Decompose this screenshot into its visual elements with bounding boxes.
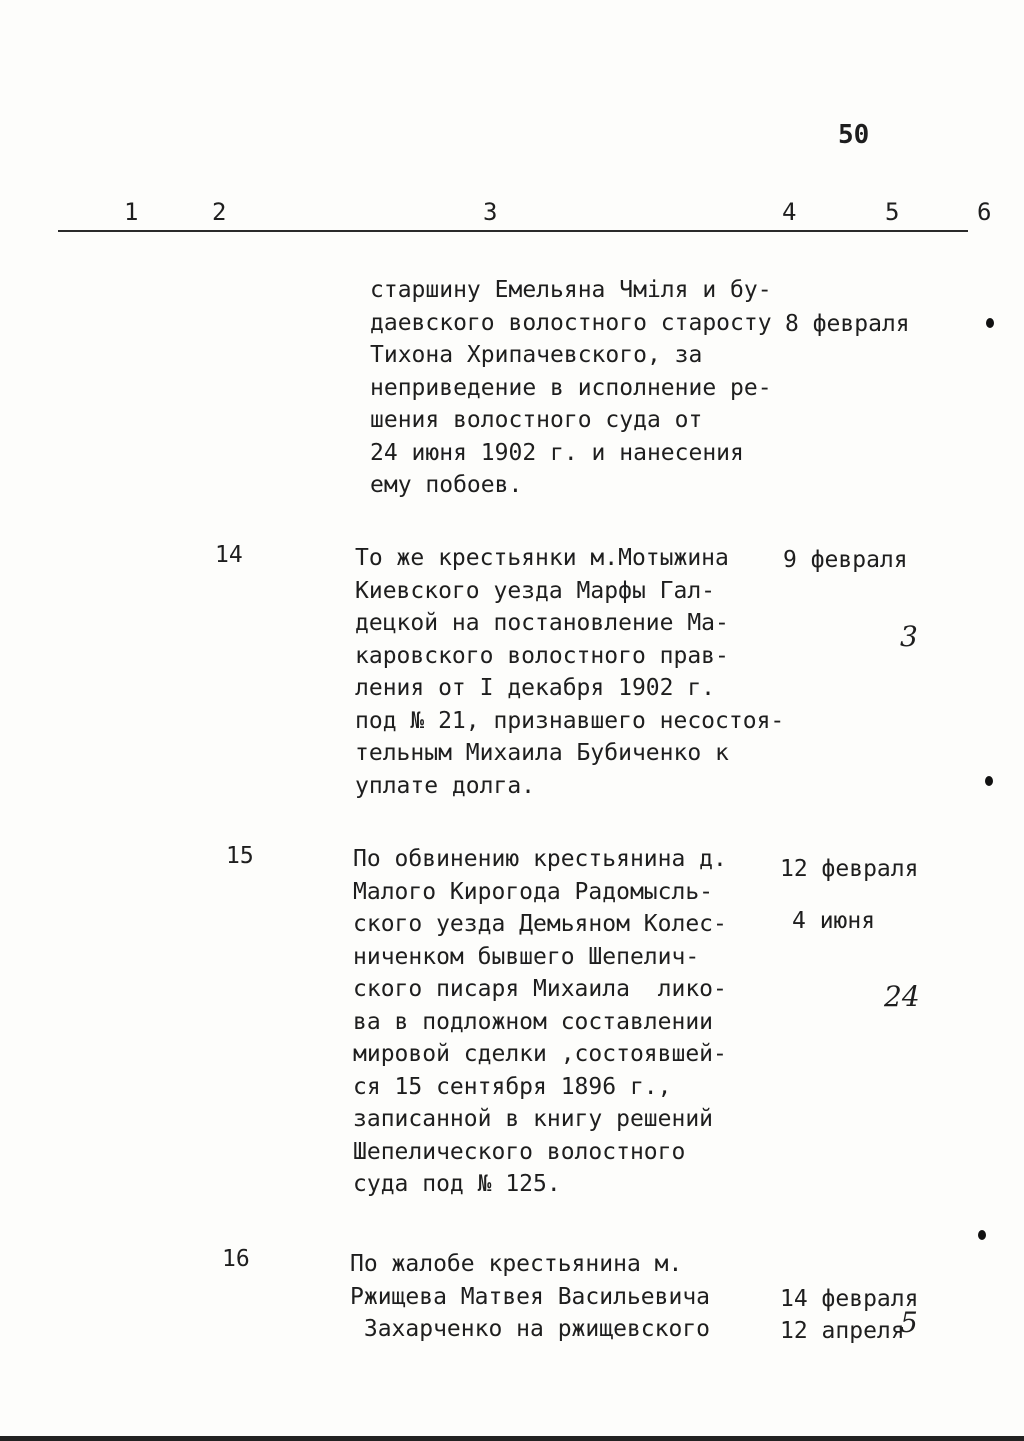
- entry-date: 8 февраля: [785, 311, 910, 337]
- column-header-1: 1: [124, 198, 139, 226]
- entry-text: По обвинению крестьянина д. Малого Кирогода Радомысль- ского уезда Демьяном Колес- ниченком бывшего Шепелич- ского писаря Михаила лико- ва в подложном составлении мировой сделки ,состоявшей- ся 15 сентября 1896 г., записанной в книгу решений Шепелического волостного суда под № 125.: [353, 846, 727, 1197]
- margin-mark: [985, 776, 993, 786]
- entry-date: 4 июня: [792, 908, 876, 934]
- entry-date: 14 февраля: [780, 1286, 919, 1312]
- entry-text: То же крестьянки м.Мотыжина Киевского уезда Марфы Гал- децкой на постановление Ма- каровского волостного прав- ления от I декабря 1902 г. под № 21, признавшего несостоя- тельным Михаила Бубиченко к уплате долга.: [355, 545, 785, 799]
- column-header-5: 5: [885, 198, 900, 226]
- column-header-2: 2: [212, 198, 227, 226]
- entry-number: 15: [226, 843, 254, 869]
- handwritten-note: 5: [900, 1306, 918, 1339]
- handwritten-note: 3: [900, 620, 918, 653]
- entry-number: 14: [215, 542, 243, 568]
- entry-number: 16: [222, 1246, 250, 1272]
- margin-mark: [978, 1230, 986, 1240]
- margin-mark: [986, 318, 994, 328]
- entry-date: 12 апреля: [780, 1318, 905, 1344]
- page-number: 50: [838, 120, 870, 150]
- column-header-4: 4: [782, 198, 797, 226]
- entry-date: 9 февраля: [783, 547, 908, 573]
- column-header-3: 3: [483, 198, 498, 226]
- scan-edge: [0, 1436, 1024, 1441]
- entry-text: старшину Емельяна Чміля и бу- даевского волостного старосту Тихона Хрипачевского, за неприведение в исполнение ре- шения волостного суда от 24 июня 1902 г. и нанесения ему побоев.: [370, 277, 772, 498]
- entry-date: 12 февраля: [780, 856, 919, 882]
- entry-text: По жалобе крестьянина м. Ржищева Матвея Васильевича Захарченко на ржищевского: [350, 1251, 711, 1342]
- handwritten-note: 24: [884, 980, 920, 1013]
- header-rule: [58, 230, 968, 232]
- column-header-6: 6: [977, 198, 992, 226]
